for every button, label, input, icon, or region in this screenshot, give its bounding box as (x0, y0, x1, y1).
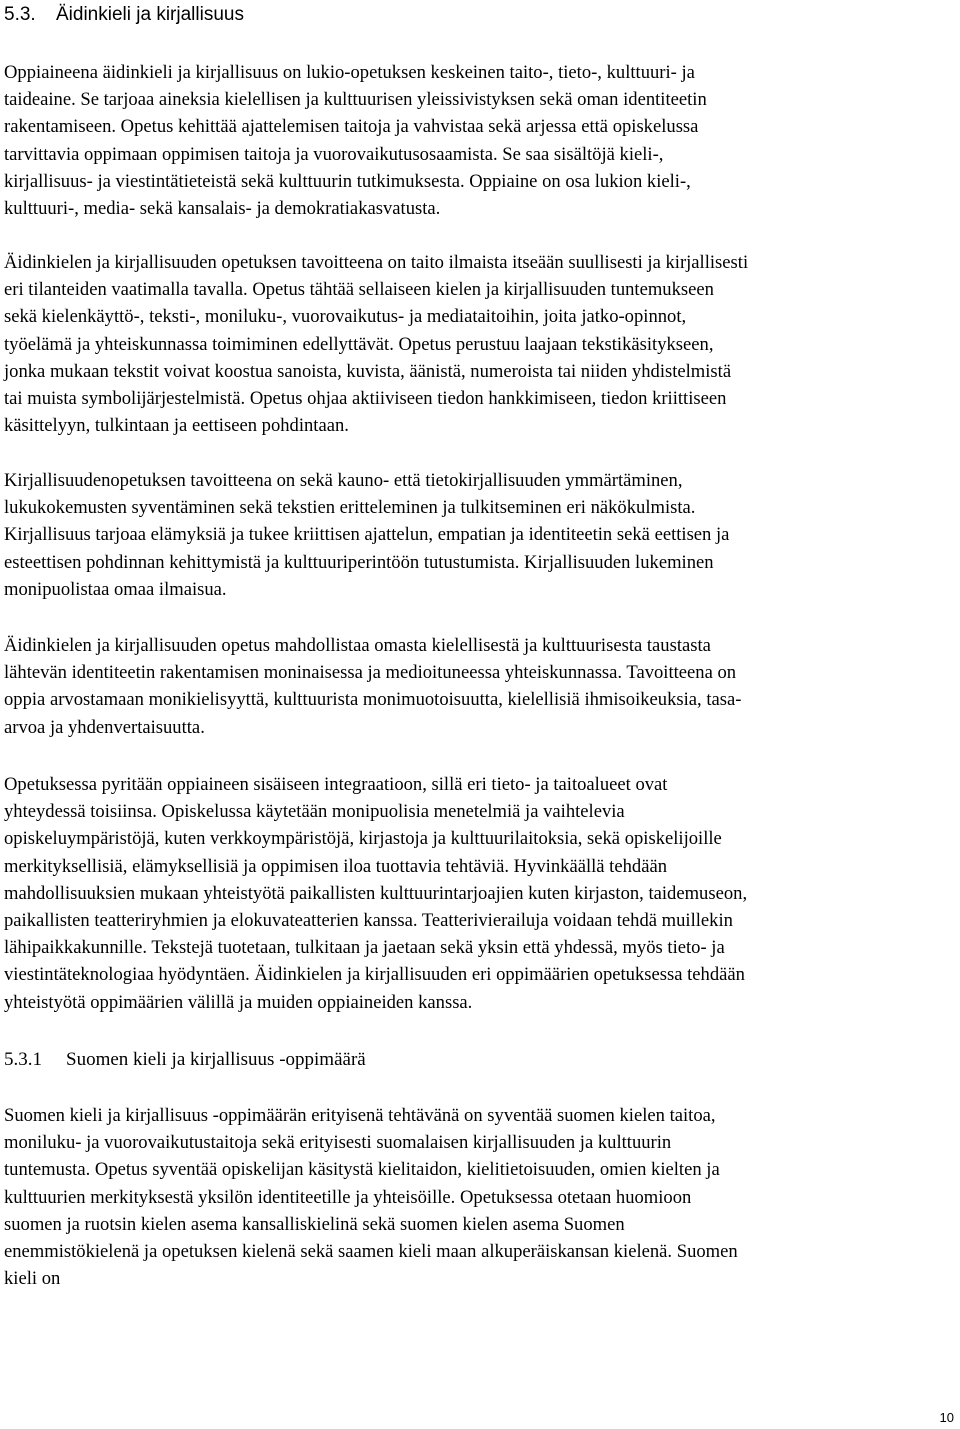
text-line: mahdollisuuksien mukaan yhteistyötä paikallisten kulttuurintarjoajien kuten kirjaston, taidemuseon, (4, 882, 748, 904)
section-number: 5.3. (4, 4, 36, 25)
text-line: rakentamiseen. Opetus kehittää ajattelemisen taitoja ja vahvistaa sekä arjessa että opiskelussa (4, 116, 699, 138)
text-line: viestintäteknologiaa hyödyntäen. Äidinkielen ja kirjallisuuden eri oppimäärien opetuksessa tehdään (4, 964, 745, 986)
subsection-number: 5.3.1 (4, 1049, 42, 1070)
text-line: Kirjallisuudenopetuksen tavoitteena on sekä kauno- että tietokirjallisuuden ymmärtäminen, (4, 470, 683, 491)
subsection-title: Suomen kieli ja kirjallisuus -oppimäärä (66, 1049, 366, 1070)
text-line: sekä kielenkäyttö-, teksti-, moniluku-, vuorovaikutus- ja mediataitoihin, joita jatko-opinnot, (4, 306, 687, 328)
text-line: Äidinkielen ja kirjallisuuden opetus mahdollistaa omasta kielellisestä ja kulttuurisesta taustasta (4, 635, 711, 656)
text-line: eri tilanteiden vaatimalla tavalla. Opetus tähtää sellaiseen kielen ja kirjallisuuden tuntemukseen (4, 279, 714, 301)
text-line: kulttuuri-, media- sekä kansalais- ja demokratiakasvatusta. (4, 198, 441, 220)
text-line: suomen ja ruotsin kielen asema kansalliskielinä sekä suomen kielen asema Suomen (4, 1213, 625, 1235)
paragraph-literature (4, 467, 956, 603)
text-line: kirjallisuus- ja viestintätieteistä sekä kulttuurin tutkimuksesta. Oppiaine on osa lukion kieli-, (4, 170, 691, 192)
text-line: Äidinkielen ja kirjallisuuden opetuksen tavoitteena on taito ilmaista itseään suullisesti ja kirjallisesti (4, 252, 749, 273)
text-line: kulttuurien merkityksestä yksilön identiteetille ja yhteisöille. Opetuksessa otetaan huomioon (4, 1186, 692, 1208)
text-line: arvoa ja yhdenvertaisuutta. (4, 716, 205, 738)
text-line: Suomen kieli ja kirjallisuus -oppimäärän erityisenä tehtävänä on syventää suomen kielen taitoa, (4, 1105, 716, 1126)
text-line: työelämä ja yhteiskunnassa toimiminen edellyttävät. Opetus perustuu laajaan tekstikäsitykseen, (4, 333, 714, 355)
text-line: esteettisen pohdinnan kehittymistä ja kulttuuriperintöön tutustumista. Kirjallisuuden lukeminen (4, 551, 714, 573)
text-line: opiskeluympäristöjä, kuten verkkoympäristöjä, kirjastoja ja kulttuurilaitoksia, sekä opiskelijoille (4, 828, 722, 850)
text-line: paikallisten teatteriryhmien ja elokuvateatterien kanssa. Teatterivierailuja voidaan tehdä muillekin (4, 910, 733, 932)
text-line: taideaine. Se tarjoaa aineksia kielellisen ja kulttuurisen yleissivistyksen sekä oman identiteetin (4, 89, 707, 111)
text-line: enemmistökielenä ja opetuksen kielenä sekä saamen kieli maan alkuperäiskansan kielenä. Suomen (4, 1241, 738, 1263)
text-line: Oppiaineena äidinkieli ja kirjallisuus on lukio-opetuksen keskeinen taito-, tieto-, kulttuuri- ja (4, 62, 695, 83)
paragraph-finnish-language (4, 1102, 956, 1292)
section-heading (4, 4, 244, 26)
text-line: yhteistyötä oppimäärien välillä ja muiden oppiaineiden kanssa. (4, 991, 473, 1013)
paragraph-intro (4, 59, 956, 222)
text-line: tarvittavia oppimaan oppimisen taitoja ja vuorovaikutusosaamista. Se saa sisältöjä kieli-, (4, 143, 664, 165)
section-title: Äidinkieli ja kirjallisuus (56, 4, 244, 25)
text-line: merkityksellisiä, elämyksellisiä ja oppimisen iloa tuottavia tehtäviä. Hyvinkäällä tehdään (4, 855, 667, 877)
text-line: lähtevän identiteetin rakentamisen moninaisessa ja medioituneessa yhteiskunnassa. Tavoitteena on (4, 662, 737, 684)
text-line: Kirjallisuus tarjoaa elämyksiä ja tukee kriittisen ajattelun, empatian ja identiteetin sekä eettisen ja (4, 524, 730, 546)
text-line: oppia arvostamaan monikielisyyttä, kulttuurista monimuotoisuutta, kielellisiä ihmisoikeuksia, tasa- (4, 689, 742, 711)
page-number: 10 (939, 1410, 954, 1425)
text-line: kieli on (4, 1268, 61, 1290)
text-line: monipuolistaa omaa ilmaisua. (4, 578, 227, 600)
text-line: käsittelyyn, tulkintaan ja eettiseen pohdintaan. (4, 415, 349, 437)
text-line: tai muista symbolijärjestelmistä. Opetus ohjaa aktiiviseen tiedon hankkimiseen, tiedon kriittiseen (4, 388, 727, 410)
paragraph-identity (4, 632, 956, 741)
text-line: lähipaikkakunnille. Tekstejä tuotetaan, tulkitaan ja jaetaan sekä yksin että yhdessä, myös tieto- ja (4, 937, 725, 959)
text-line: lukukokemusten syventäminen sekä tekstien eritteleminen ja tulkitseminen eri näkökulmista. (4, 497, 696, 519)
subsection-heading (4, 1049, 366, 1071)
paragraph-goals (4, 249, 956, 439)
text-line: tuntemusta. Opetus syventää opiskelijan käsitystä kielitaidon, kielitietoisuuden, omien kielten ja (4, 1159, 720, 1181)
text-line: yhteydessä toisiinsa. Opiskelussa käytetään monipuolisia menetelmiä ja vaihtelevia (4, 801, 625, 823)
text-line: Opetuksessa pyritään oppiaineen sisäiseen integraatioon, sillä eri tieto- ja taitoalueet ovat (4, 774, 668, 795)
text-line: jonka mukaan tekstit voivat koostua sanoista, kuvista, äänistä, numeroista tai niiden yhdistelmistä (4, 360, 732, 382)
text-line: moniluku- ja vuorovaikutustaitoja sekä erityisesti suomalaisen kirjallisuuden ja kulttuurin (4, 1132, 672, 1154)
paragraph-integration (4, 771, 956, 1016)
